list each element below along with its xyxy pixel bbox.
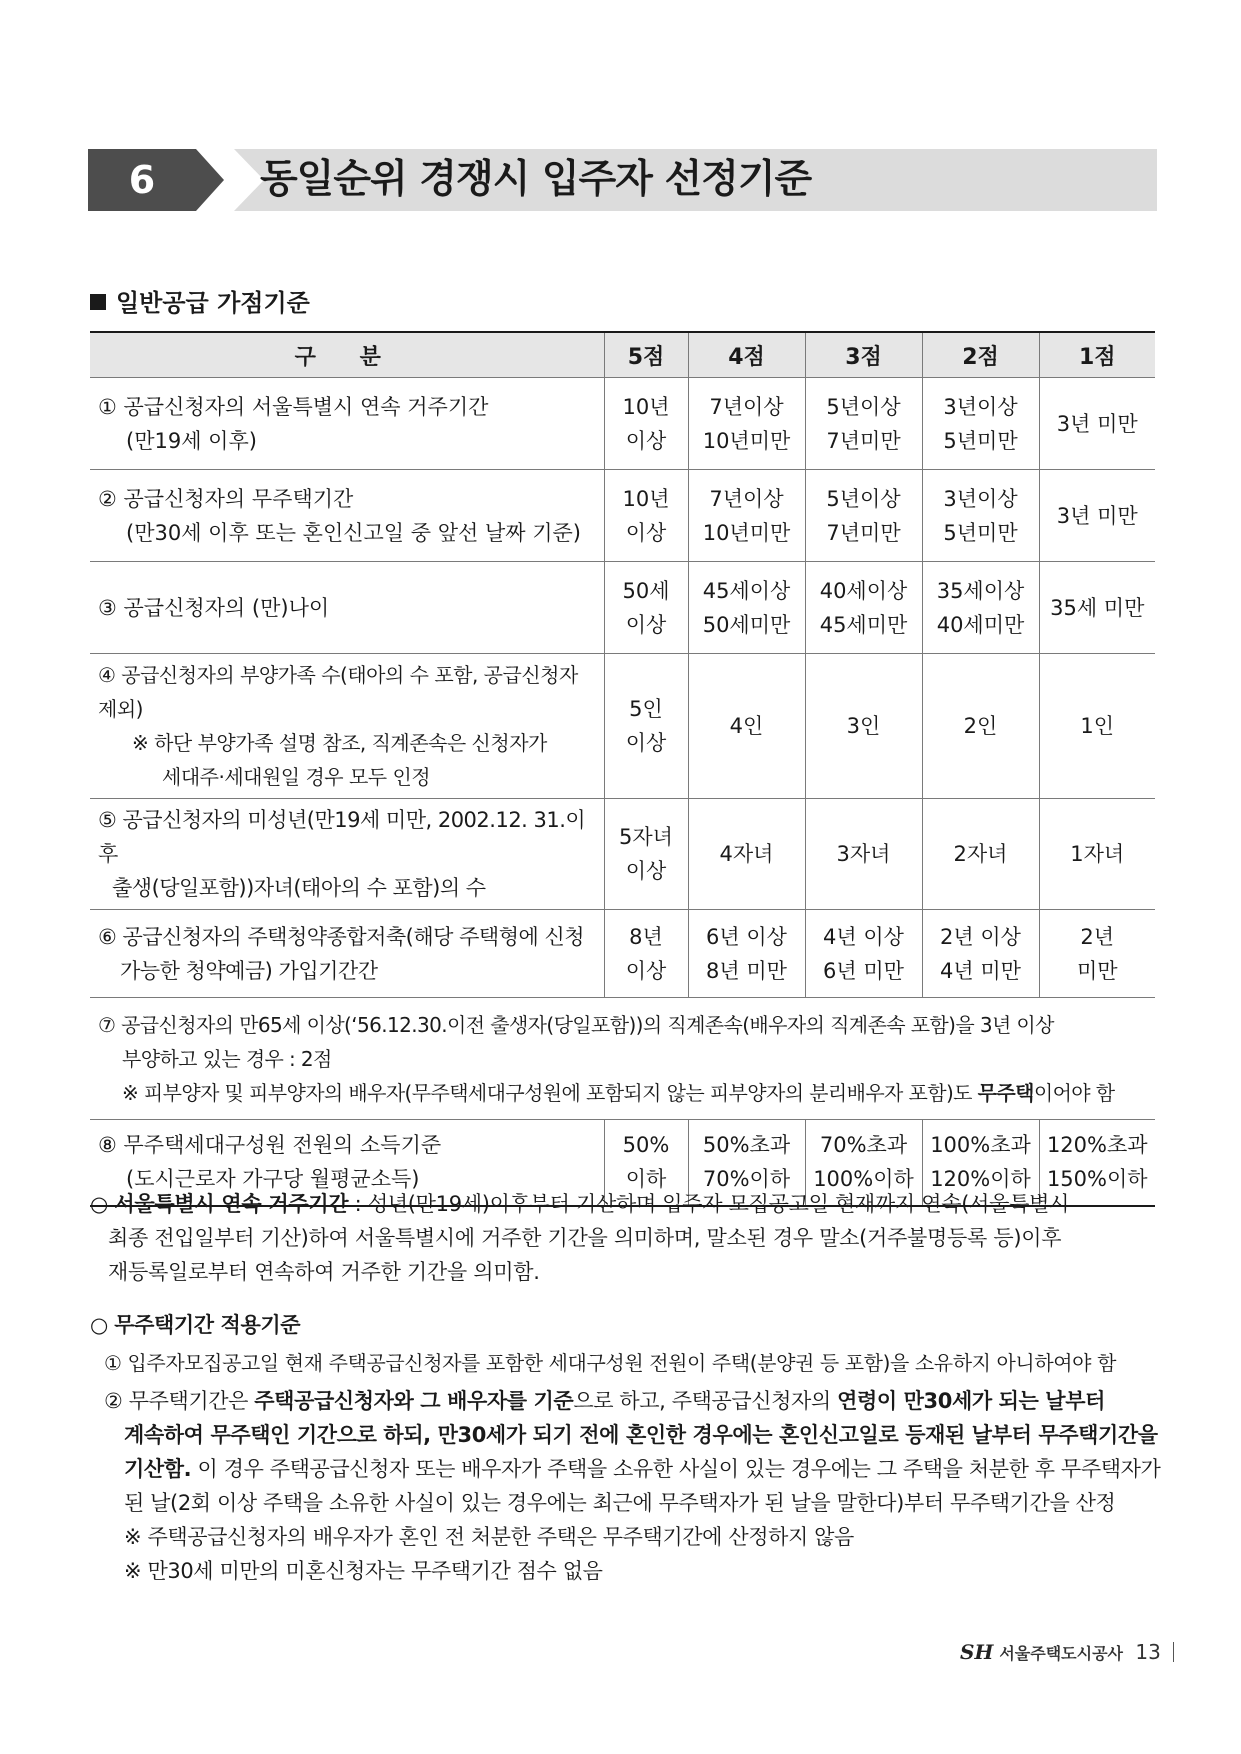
table-row: [90, 799, 1155, 910]
score-cell: 50%초과 70%이하: [688, 1120, 805, 1206]
page-footer: [960, 1640, 1174, 1664]
note-line: 계속하여 무주택인 기간으로 하되, 만30세가 되기 전에 혼인한 경우에는 혼인신고일로 등재된 날부터 무주택기간을: [124, 1423, 1158, 1447]
page-number: 13: [1135, 1640, 1161, 1664]
criterion-line: ⑤ 공급신청자의 미성년(만19세 미만, 2002.12. 31.이후: [98, 808, 586, 866]
score-cell: 3자녀: [805, 799, 922, 910]
score-table: [90, 331, 1155, 1207]
subsection-title: [90, 283, 310, 318]
score-cell: 40세이상 45세미만: [805, 562, 922, 654]
score-cell: 45세이상 50세미만: [688, 562, 805, 654]
note-line: ○ 서울특별시 연속 거주기간 : 성년(만19세)이후부터 기산하며 입주자 모집공고일 현재까지 연속(서울특별시: [90, 1192, 1070, 1216]
criterion-line: (만30세 이후 또는 혼인신고일 중 앞선 날짜 기준): [126, 520, 581, 545]
criterion-line: (만19세 이후): [126, 428, 257, 453]
score-cell: 4년 이상 6년 미만: [805, 910, 922, 998]
score-cell: 35세이상 40세미만: [922, 562, 1039, 654]
note-line: 된 날(2회 이상 주택을 소유한 사실이 있는 경우에는 최근에 무주택자가 된 날을 말한다)부터 무주택기간을 산정: [124, 1491, 1116, 1515]
score-cell: 7년이상 10년미만: [688, 378, 805, 470]
score-cell: 6년 이상 8년 미만: [688, 910, 805, 998]
criterion-line: ③ 공급신청자의 (만)나이: [98, 595, 330, 620]
header-cell: 1점: [1039, 332, 1155, 378]
criterion-cell: [90, 654, 604, 799]
homeless-period-note: [90, 1308, 1161, 1588]
score-cell: 70%초과 100%이하: [805, 1120, 922, 1206]
score-cell: 5년이상 7년미만: [805, 470, 922, 562]
score-cell: 50% 이하: [604, 1120, 688, 1206]
residence-period-note: [90, 1187, 1156, 1289]
score-cell: 10년 이상: [604, 470, 688, 562]
score-cell: 3년 미만: [1039, 378, 1155, 470]
table-row: [90, 470, 1155, 562]
note-line: 기산함. 이 경우 주택공급신청자 또는 배우자가 주택을 소유한 사실이 있는 경우에는 그 주택을 처분한 후 무주택자가: [124, 1457, 1161, 1481]
section-header: [88, 149, 1157, 211]
criterion-line: 가능한 청약예금) 가입기간간: [120, 958, 378, 983]
score-cell: 35세 미만: [1039, 562, 1155, 654]
score-cell: 7년이상 10년미만: [688, 470, 805, 562]
criterion-cell-wide: [90, 998, 1155, 1120]
criterion-cell: [90, 470, 604, 562]
score-cell: 100%초과 120%이하: [922, 1120, 1039, 1206]
score-cell: 120%초과 150%이하: [1039, 1120, 1155, 1206]
header-cell: 구 분: [90, 332, 604, 378]
footer-divider: [1173, 1642, 1174, 1662]
criterion-line: 출생(당일포함))자녀(태아의 수 포함)의 수: [112, 876, 486, 900]
score-cell: 4자녀: [688, 799, 805, 910]
section-arrow: [196, 149, 224, 211]
score-cell: 10년 이상: [604, 378, 688, 470]
criterion-line: 부양하고 있는 경우 : 2점: [122, 1046, 332, 1071]
criterion-line: ※ 하단 부양가족 설명 참조, 직계존속은 신청자가: [132, 731, 547, 755]
criterion-line: ① 공급신청자의 서울특별시 연속 거주기간: [98, 394, 489, 419]
circle-bullet-icon: ○: [90, 1313, 108, 1337]
circle-bullet-icon: ○: [90, 1192, 109, 1216]
score-cell: 3년 미만: [1039, 470, 1155, 562]
footer-org: 서울주택도시공사: [999, 1644, 1123, 1663]
criterion-cell: [90, 378, 604, 470]
score-cell: 5년이상 7년미만: [805, 378, 922, 470]
table-header-row: [90, 332, 1155, 378]
note-line: ※ 주택공급신청자의 배우자가 혼인 전 처분한 주택은 무주택기간에 산정하지 않음: [124, 1525, 854, 1549]
note-line: 최종 전입일부터 기산)하여 서울특별시에 거주한 기간을 의미하며, 말소된 경우 말소(거주불명등록 등)이후: [108, 1226, 1062, 1250]
note-line: ② 무주택기간은 주택공급신청자와 그 배우자를 기준으로 하고, 주택공급신청자의 연령이 만30세가 되는 날부터: [104, 1389, 1105, 1413]
criterion-line: ※ 피부양자 및 피부양자의 배우자(무주택세대구성원에 포함되지 않는 피부양자의 분리배우자 포함)도 무주택이어야 함: [122, 1080, 1115, 1105]
score-cell: 4인: [688, 654, 805, 799]
header-cell: 2점: [922, 332, 1039, 378]
square-bullet-icon: [90, 294, 106, 310]
note-line: ※ 만30세 미만의 미혼신청자는 무주택기간 점수 없음: [124, 1559, 603, 1583]
table-row: [90, 562, 1155, 654]
table-row: [90, 998, 1155, 1120]
section-number: 6: [128, 158, 156, 202]
table-row: [90, 378, 1155, 470]
score-cell: 5인 이상: [604, 654, 688, 799]
score-cell: 1인: [1039, 654, 1155, 799]
criterion-line: ⑧ 무주택세대구성원 전원의 소득기준: [98, 1133, 442, 1158]
criterion-cell: [90, 799, 604, 910]
note-title: ○ 무주택기간 적용기준: [90, 1313, 301, 1337]
note-line: ① 입주자모집공고일 현재 주택공급신청자를 포함한 세대구성원 전원이 주택(분양권 등 포함)을 소유하지 아니하여야 함: [104, 1351, 1116, 1375]
criterion-line: ⑥ 공급신청자의 주택청약종합저축(해당 주택형에 신청: [98, 924, 585, 949]
criterion-cell: [90, 910, 604, 998]
score-cell: 3년이상 5년미만: [922, 470, 1039, 562]
criterion-line: ④ 공급신청자의 부양가족 수(태아의 수 포함, 공급신청자 제외): [98, 663, 578, 721]
score-cell: 3인: [805, 654, 922, 799]
score-cell: 2자녀: [922, 799, 1039, 910]
score-cell: 50세 이상: [604, 562, 688, 654]
table-row: [90, 654, 1155, 799]
score-cell: 3년이상 5년미만: [922, 378, 1039, 470]
header-cell: 4점: [688, 332, 805, 378]
score-cell: 2년 이상 4년 미만: [922, 910, 1039, 998]
criterion-cell: [90, 562, 604, 654]
header-cell: 3점: [805, 332, 922, 378]
score-cell: 8년 이상: [604, 910, 688, 998]
note-line: 재등록일로부터 연속하여 거주한 기간을 의미함.: [108, 1260, 540, 1284]
criterion-line: (도시근로자 가구당 월평균소득): [126, 1167, 420, 1192]
section-title: 동일순위 경쟁시 입주자 선정기준: [260, 157, 812, 202]
table-row: [90, 910, 1155, 998]
criterion-line: 세대주·세대원일 경우 모두 인정: [162, 765, 431, 789]
score-cell: 1자녀: [1039, 799, 1155, 910]
subsection-title-text: 일반공급 가점기준: [116, 289, 310, 317]
score-cell: 2인: [922, 654, 1039, 799]
criterion-line: ② 공급신청자의 무주택기간: [98, 486, 354, 511]
sh-logo: SH: [960, 1640, 994, 1664]
criterion-line: ⑦ 공급신청자의 만65세 이상(‘56.12.30.이전 출생자(당일포함))의 직계존속(배우자의 직계존속 포함)을 3년 이상: [98, 1012, 1054, 1037]
header-cell: 5점: [604, 332, 688, 378]
score-cell: 2년 미만: [1039, 910, 1155, 998]
score-cell: 5자녀 이상: [604, 799, 688, 910]
